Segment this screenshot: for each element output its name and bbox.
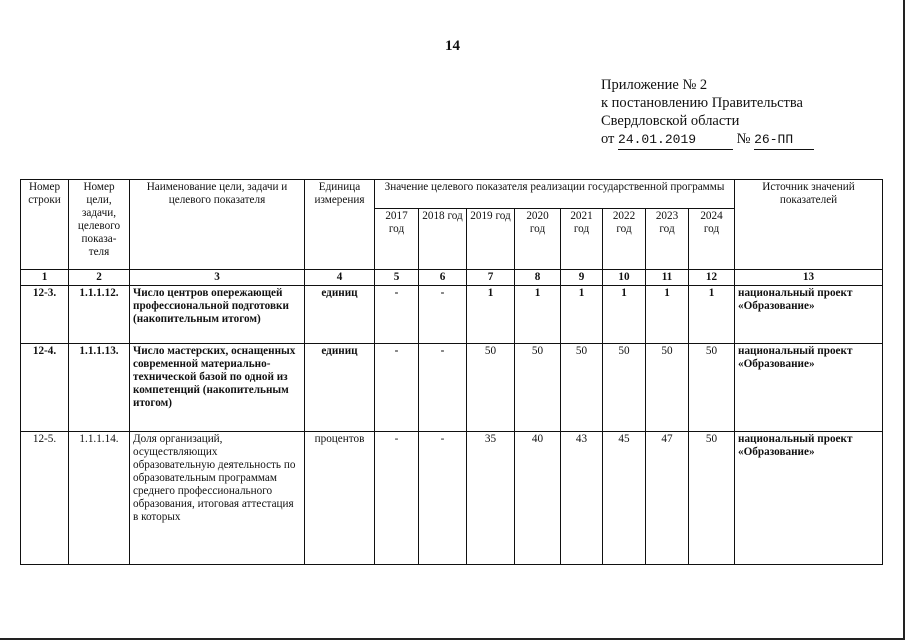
date-prefix: от [601, 131, 615, 147]
header-goal-number: Номер цели, задачи, целевого показа-теля [69, 180, 130, 270]
value-cell: 35 [467, 432, 515, 565]
unit-cell: единиц [305, 344, 375, 432]
goal-code: 1.1.1.12. [69, 286, 130, 344]
column-number: 1 [21, 270, 69, 286]
header-row-number: Номер строки [21, 180, 69, 270]
indicator-name: Доля организаций, осуществляющих образовательную деятельность по образовательным программам среднего профессионального образования, итоговая аттестация в которых [130, 432, 305, 565]
value-cell: 1 [561, 286, 603, 344]
column-number-row [21, 270, 883, 286]
value-cell: 50 [689, 432, 735, 565]
indicator-name: Число центров опережающей профессиональной подготовки (накопительным итогом) [130, 286, 305, 344]
value-cell: 1 [467, 286, 515, 344]
value-cell: - [419, 432, 467, 565]
value-cell: - [375, 286, 419, 344]
row-number: 12-5. [21, 432, 69, 565]
value-cell: 50 [603, 344, 646, 432]
header-year: 2022 год [603, 209, 646, 270]
column-number: 5 [375, 270, 419, 286]
value-cell: 1 [515, 286, 561, 344]
header-year: 2023 год [646, 209, 689, 270]
column-number: 11 [646, 270, 689, 286]
value-cell: - [375, 432, 419, 565]
page-number: 14 [445, 38, 460, 54]
header-year: 2024 год [689, 209, 735, 270]
header-source: Источник значений показателей [735, 180, 883, 270]
value-cell: 50 [561, 344, 603, 432]
appendix-block [601, 76, 814, 150]
column-number: 9 [561, 270, 603, 286]
value-cell: 1 [646, 286, 689, 344]
appendix-line-3: Свердловской области [601, 113, 740, 129]
value-cell: - [419, 344, 467, 432]
value-cell: 47 [646, 432, 689, 565]
value-cell: 40 [515, 432, 561, 565]
value-cell: 45 [603, 432, 646, 565]
value-cell: 1 [603, 286, 646, 344]
column-number: 4 [305, 270, 375, 286]
row-number: 12-4. [21, 344, 69, 432]
table-row [21, 432, 883, 565]
column-number: 6 [419, 270, 467, 286]
value-cell: - [419, 286, 467, 344]
column-number: 8 [515, 270, 561, 286]
goal-code: 1.1.1.13. [69, 344, 130, 432]
column-number: 2 [69, 270, 130, 286]
header-year: 2021 год [561, 209, 603, 270]
indicators-table [20, 179, 883, 565]
value-cell: 50 [646, 344, 689, 432]
indicator-name: Число мастерских, оснащенных современной материально-технической базой по одной из компетенций (накопительным итогом) [130, 344, 305, 432]
goal-code: 1.1.1.14. [69, 432, 130, 565]
value-cell: - [375, 344, 419, 432]
header-year: 2019 год [467, 209, 515, 270]
header-year: 2017 год [375, 209, 419, 270]
table-row [21, 286, 883, 344]
value-cell: 50 [467, 344, 515, 432]
unit-cell: процентов [305, 432, 375, 565]
header-values-group: Значение целевого показателя реализации государственной программы [375, 180, 735, 209]
value-cell: 50 [689, 344, 735, 432]
source-cell: национальный проект «Образование» [735, 286, 883, 344]
header-year: 2018 год [419, 209, 467, 270]
row-number: 12-3. [21, 286, 69, 344]
decree-date: 24.01.2019 [618, 131, 733, 150]
appendix-title: Приложение № 2 [601, 77, 708, 93]
header-year: 2020 год [515, 209, 561, 270]
table-row [21, 344, 883, 432]
unit-cell: единиц [305, 286, 375, 344]
value-cell: 1 [689, 286, 735, 344]
appendix-line-2: к постановлению Правительства [601, 95, 803, 111]
column-number: 10 [603, 270, 646, 286]
column-number: 13 [735, 270, 883, 286]
decree-number: 26-ПП [754, 131, 814, 150]
source-cell: национальный проект «Образование» [735, 344, 883, 432]
number-prefix: № [736, 131, 751, 147]
appendix-date-line [601, 130, 814, 150]
value-cell: 43 [561, 432, 603, 565]
source-cell: национальный проект «Образование» [735, 432, 883, 565]
column-number: 3 [130, 270, 305, 286]
column-number: 7 [467, 270, 515, 286]
column-number: 12 [689, 270, 735, 286]
value-cell: 50 [515, 344, 561, 432]
header-unit: Единица измерения [305, 180, 375, 270]
header-name: Наименование цели, задачи и целевого показателя [130, 180, 305, 270]
